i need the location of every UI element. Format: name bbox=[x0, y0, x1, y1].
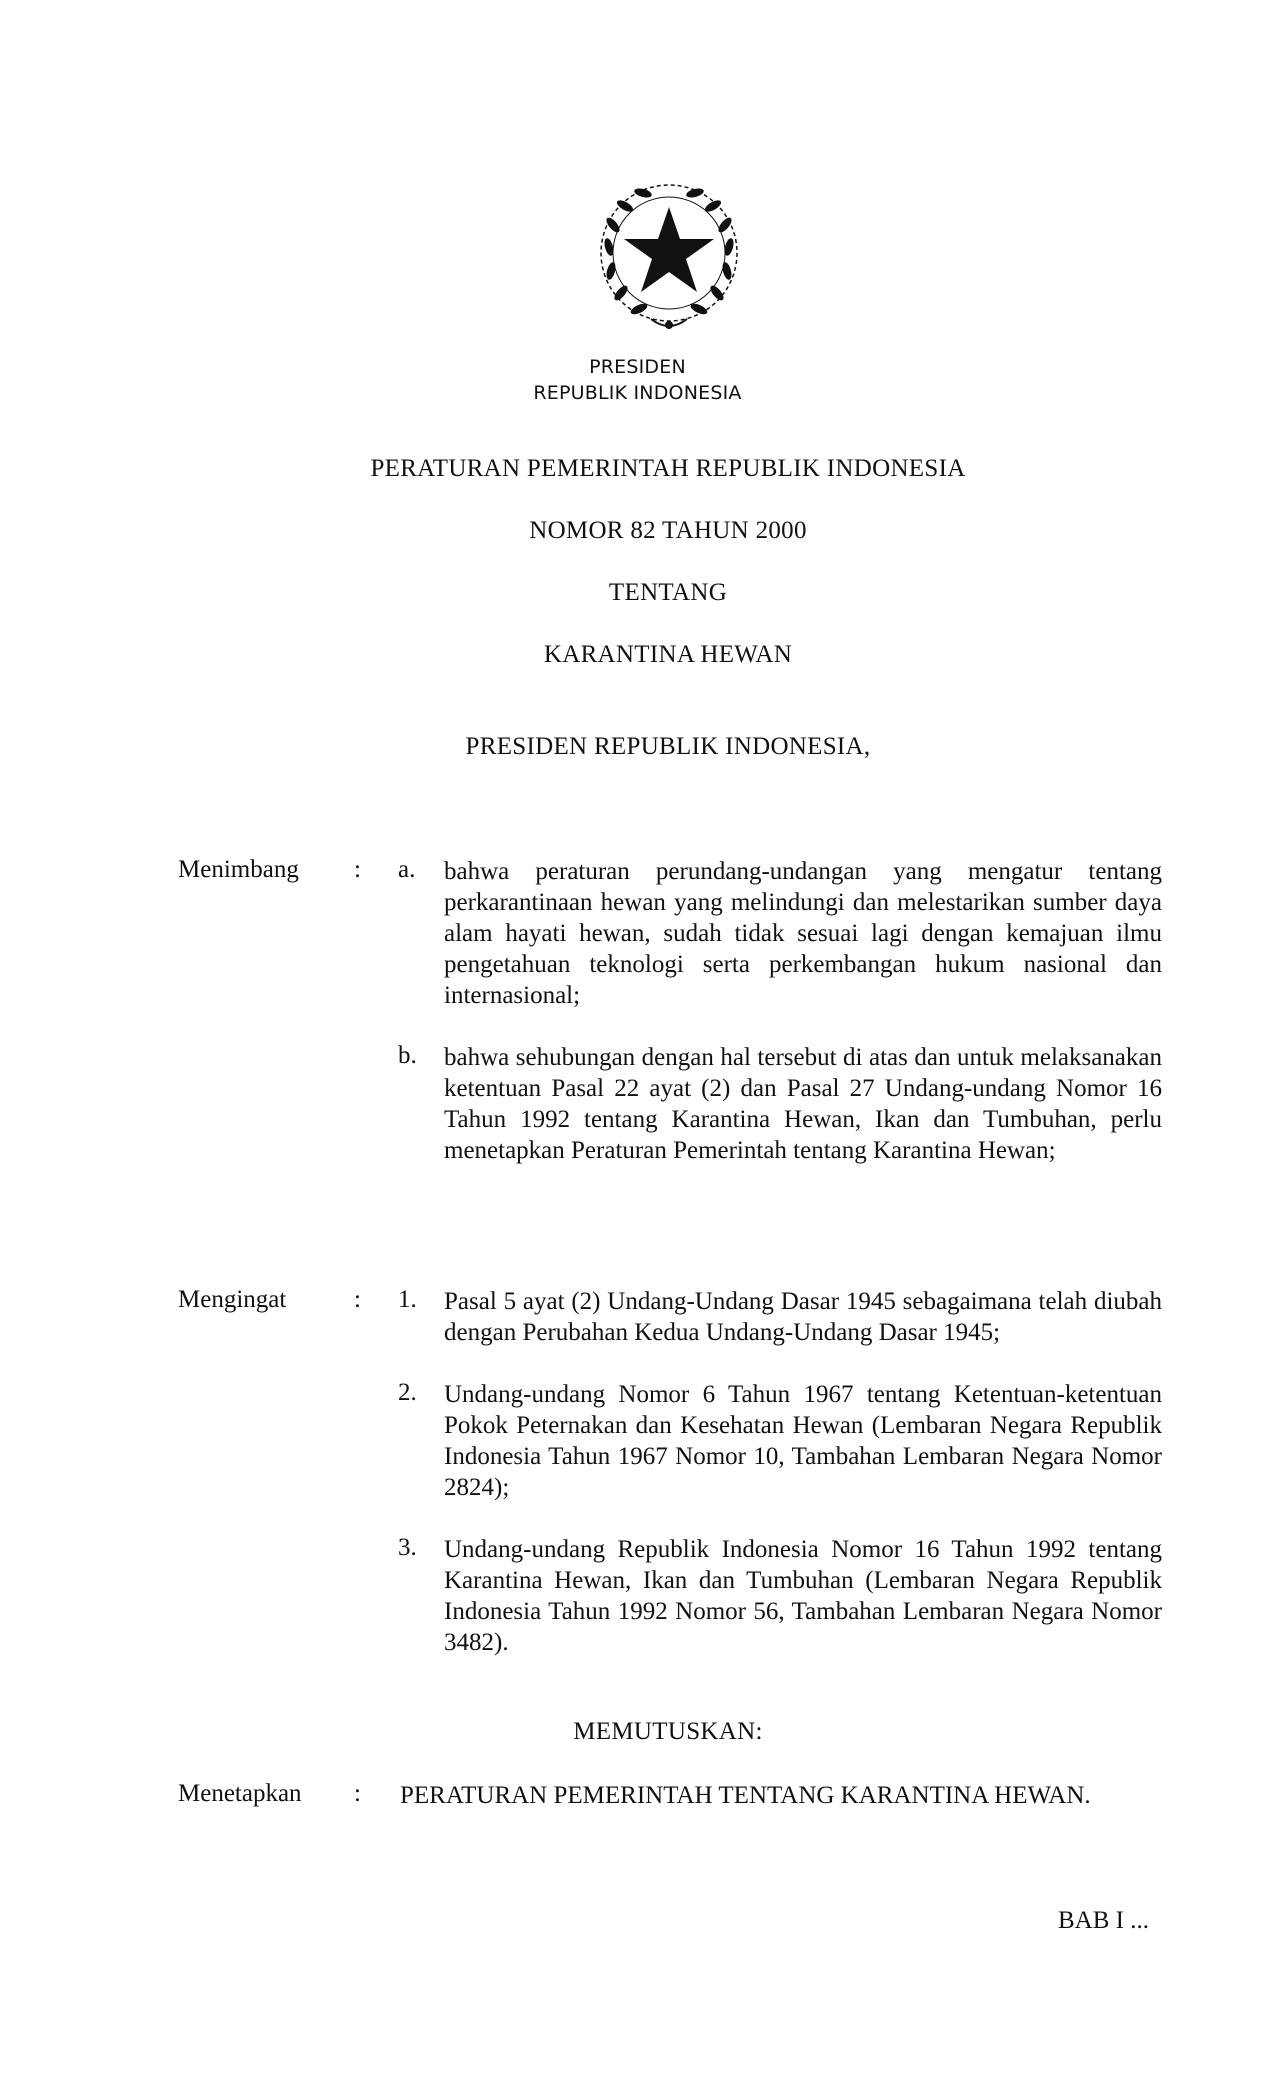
next-page-reference: BAB I ... bbox=[1058, 1907, 1149, 1934]
mengingat-item-text: Undang-undang Republik Indonesia Nomor 16 Tahun 1992 tentang Karantina Hewan, Ikan dan Tumbuhan (Lembaran Negara Republik Indonesia Tahun 1992 Nomor 56, Tambahan Lembaran Negara Nomor 3482). bbox=[444, 1536, 1162, 1656]
mengingat-label: Mengingat bbox=[178, 1286, 287, 1313]
header-line-presiden: PRESIDEN bbox=[589, 356, 686, 378]
memutuskan-heading: MEMUTUSKAN: bbox=[573, 1718, 763, 1745]
menetapkan-label: Menetapkan bbox=[178, 1780, 302, 1807]
header-line-republik: REPUBLIK INDONESIA bbox=[533, 382, 742, 404]
menimbang-label: Menimbang bbox=[178, 856, 299, 883]
menimbang-item-text: bahwa peraturan perundang-undangan yang mengatur tentang perkarantinaan hewan yang melindungi dan melestarikan sumber daya alam hayati hewan, sudah tidak sesuai lagi dengan kemajuan ilmu pengetahuan teknologi serta perkembangan hukum nasional dan internasional; bbox=[444, 858, 1162, 1009]
mengingat-item-mark: 1. bbox=[398, 1286, 417, 1313]
menimbang-colon: : bbox=[354, 856, 361, 883]
regulation-title: PERATURAN PEMERINTAH REPUBLIK INDONESIA bbox=[370, 455, 966, 482]
mengingat-item-mark: 3. bbox=[398, 1534, 417, 1561]
menimbang-item-mark: a. bbox=[398, 856, 416, 883]
menimbang-item-mark: b. bbox=[398, 1042, 417, 1069]
regulation-subject: KARANTINA HEWAN bbox=[543, 641, 793, 668]
mengingat-item-mark: 2. bbox=[398, 1379, 417, 1406]
mengingat-item-text: Undang-undang Nomor 6 Tahun 1967 tentang Ketentuan-ketentuan Pokok Peternakan dan Kesehatan Hewan (Lembaran Negara Republik Indonesia Tahun 1967 Nomor 10, Tambahan Lembaran Negara Nomor 2824); bbox=[444, 1381, 1162, 1501]
regulation-number: NOMOR 82 TAHUN 2000 bbox=[529, 517, 807, 544]
mengingat-item-text: Pasal 5 ayat (2) Undang-Undang Dasar 1945 sebagaimana telah diubah dengan Perubahan Kedua Undang-Undang Dasar 1945; bbox=[444, 1288, 1162, 1346]
garuda-star-emblem-icon bbox=[589, 177, 749, 335]
regulation-about: TENTANG bbox=[608, 579, 728, 606]
menetapkan-text: PERATURAN PEMERINTAH TENTANG KARANTINA HEWAN. bbox=[400, 1782, 1091, 1809]
menimbang-item-text: bahwa sehubungan dengan hal tersebut di atas dan untuk melaksanakan ketentuan Pasal 22 ayat (2) dan Pasal 27 Undang-undang Nomor 16 Tahun 1992 tentang Karantina Hewan, Ikan dan Tumbuhan, perlu menetapkan Peraturan Pemerintah tentang Karantina Hewan; bbox=[444, 1044, 1162, 1164]
menetapkan-colon: : bbox=[354, 1780, 361, 1807]
mengingat-colon: : bbox=[354, 1286, 361, 1313]
regulation-issuer: PRESIDEN REPUBLIK INDONESIA, bbox=[465, 733, 871, 760]
